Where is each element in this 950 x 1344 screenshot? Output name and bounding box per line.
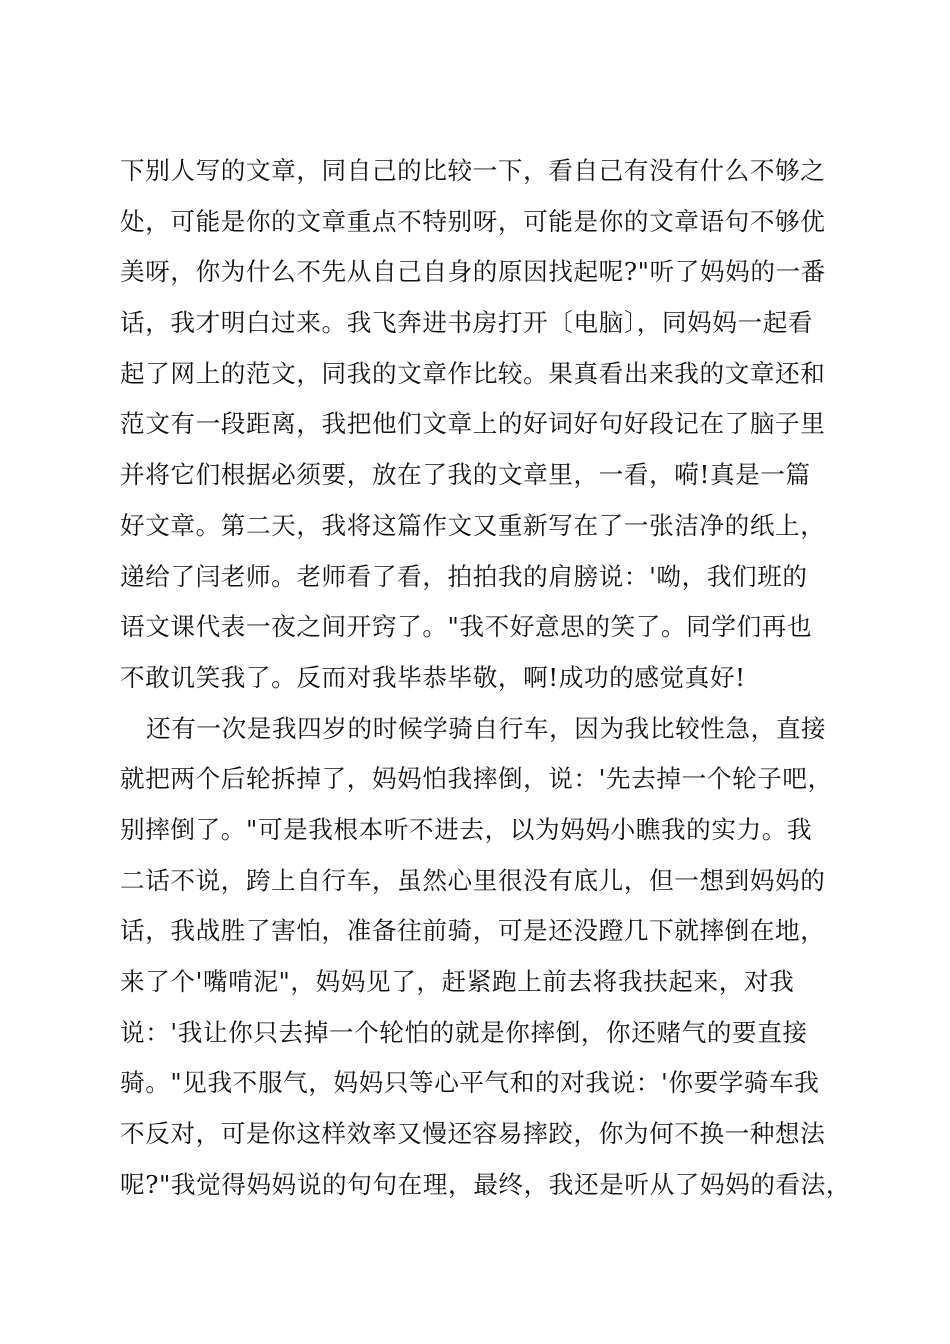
- text-line: 不反对，可是你这样效率又慢还容易摔跤，你为何不换一种想法: [120, 1119, 826, 1149]
- text-line: 并将它们根据必须要，放在了我的文章里，一看，嗬!真是一篇: [120, 460, 811, 490]
- text-line: 不敢讥笑我了。反而对我毕恭毕敬，啊!成功的感觉真好!: [120, 662, 746, 692]
- paragraph-start-line: 还有一次是我四岁的时候学骑自行车，因为我比较性急，直接: [146, 713, 827, 743]
- text-line: 别摔倒了。"可是我根本听不进去，以为妈妈小瞧我的实力。我: [120, 814, 813, 844]
- text-line: 呢?"我觉得妈妈说的句句在理，最终，我还是听从了妈妈的看法，: [120, 1169, 852, 1199]
- text-line: 说：'我让你只去掉一个轮怕的就是你摔倒，你还赌气的要直接: [120, 1017, 808, 1047]
- text-line: 递给了闫老师。老师看了看，拍拍我的肩膀说：'呦，我们班的: [120, 561, 808, 591]
- text-line: 下别人写的文章，同自己的比较一下，看自己有没有什么不够之: [120, 156, 826, 185]
- text-line: 话，我战胜了害怕，准备往前骑，可是还没蹬几下就摔倒在地，: [120, 916, 826, 946]
- text-line: 起了网上的范文，同我的文章作比较。果真看出来我的文章还和: [120, 358, 826, 388]
- text-line: 就把两个后轮拆掉了，妈妈怕我摔倒，说：'先去掉一个轮子吧，: [120, 764, 833, 794]
- text-line: 好文章。第二天，我将这篇作文又重新写在了一张洁净的纸上，: [120, 510, 826, 540]
- text-line: 骑。"见我不服气，妈妈只等心平气和的对我说：'你要学骑车我: [120, 1068, 820, 1098]
- text-line: 美呀，你为什么不先从自己自身的原因找起呢?"听了妈妈的一番: [120, 257, 826, 287]
- text-line: 处，可能是你的文章重点不特别呀，可能是你的文章语句不够优: [120, 206, 826, 236]
- text-line: 话，我才明白过来。我飞奔进书房打开〔电脑〕，同妈妈一起看: [120, 308, 814, 338]
- text-line: 来了个'嘴啃泥"，妈妈见了，赶紧跑上前去将我扶起来，对我: [120, 967, 795, 996]
- text-line: 语文课代表一夜之间开窍了。"我不好意思的笑了。同学们再也: [120, 612, 813, 642]
- body-text: [120, 146, 860, 1210]
- text-line: 二话不说，跨上自行车，虽然心里很没有底儿，但一想到妈妈的: [120, 865, 826, 895]
- text-line: 范文有一段距离，我把他们文章上的好词好句好段记在了脑子里: [120, 409, 826, 439]
